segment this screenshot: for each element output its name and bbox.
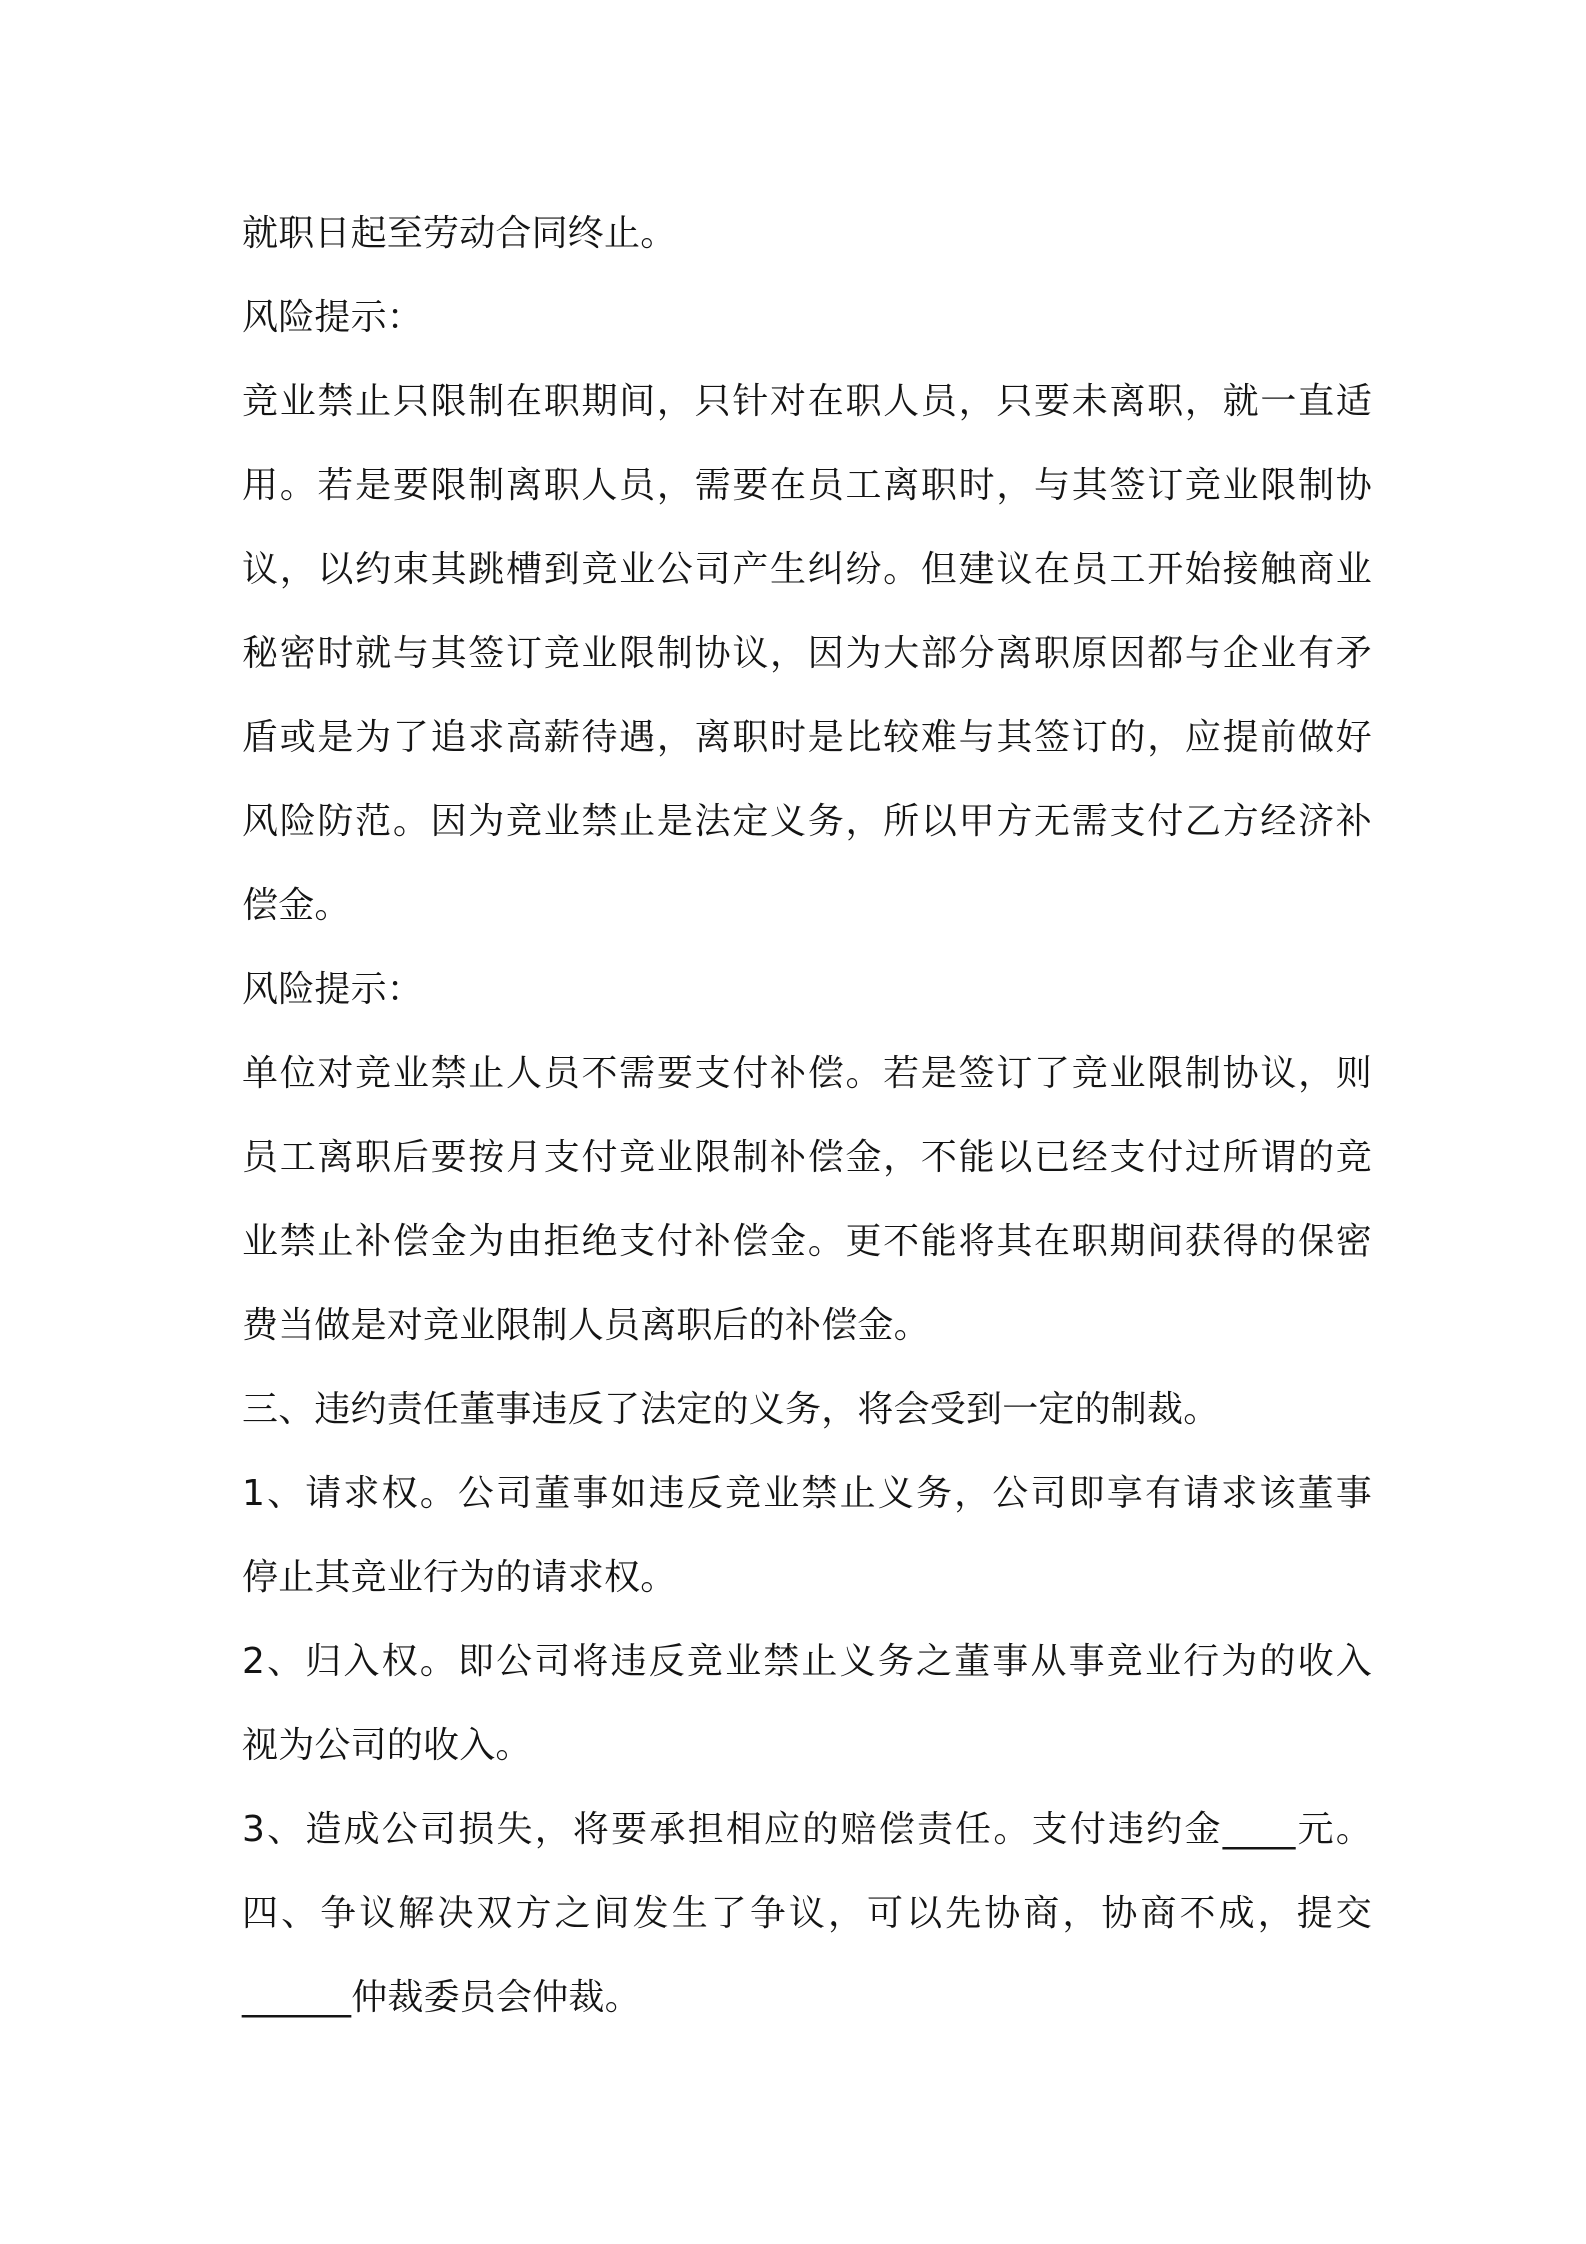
text-line: 秘密时就与其签订竞业限制协议，因为大部分离职原因都与企业有矛	[242, 633, 1372, 674]
text-line: 风险防范。因为竞业禁止是法定义务，所以甲方无需支付乙方经济补	[242, 801, 1372, 842]
section-heading: 三、违约责任董事违反了法定的义务，将会受到一定的制裁。	[242, 1389, 1220, 1430]
text-line: 议，以约束其跳槽到竞业公司产生纠纷。但建议在员工开始接触商业	[242, 549, 1372, 590]
text-line: 盾或是为了追求高薪待遇，离职时是比较难与其签订的，应提前做好	[242, 717, 1372, 758]
text-line: 视为公司的收入。	[242, 1725, 532, 1766]
text-line: 用。若是要限制离职人员，需要在员工离职时，与其签订竞业限制协	[242, 465, 1372, 506]
text-line: ______仲裁委员会仲裁。	[242, 1977, 641, 2018]
text-line: 就职日起至劳动合同终止。	[242, 213, 677, 254]
text-line: 停止其竞业行为的请求权。	[242, 1557, 677, 1598]
text-line: 2、归入权。即公司将违反竞业禁止义务之董事从事竞业行为的收入	[242, 1641, 1372, 1682]
text-line: 3、造成公司损失，将要承担相应的赔偿责任。支付违约金____元。	[242, 1809, 1372, 1850]
document-body	[242, 192, 1372, 2040]
text-line: 单位对竞业禁止人员不需要支付补偿。若是签订了竞业限制协议，则	[242, 1053, 1372, 1094]
text-line: 偿金。	[242, 885, 351, 926]
text-line: 业禁止补偿金为由拒绝支付补偿金。更不能将其在职期间获得的保密	[242, 1221, 1372, 1262]
section-heading: 四、争议解决双方之间发生了争议，可以先协商，协商不成，提交	[242, 1893, 1372, 1934]
risk-tip-heading: 风险提示：	[242, 297, 424, 338]
text-line: 费当做是对竞业限制人员离职后的补偿金。	[242, 1305, 930, 1346]
text-line: 1、请求权。公司董事如违反竞业禁止义务，公司即享有请求该董事	[242, 1473, 1372, 1514]
text-line: 员工离职后要按月支付竞业限制补偿金，不能以已经支付过所谓的竞	[242, 1137, 1372, 1178]
text-line: 竞业禁止只限制在职期间，只针对在职人员，只要未离职，就一直适	[242, 381, 1372, 422]
risk-tip-heading: 风险提示：	[242, 969, 424, 1010]
